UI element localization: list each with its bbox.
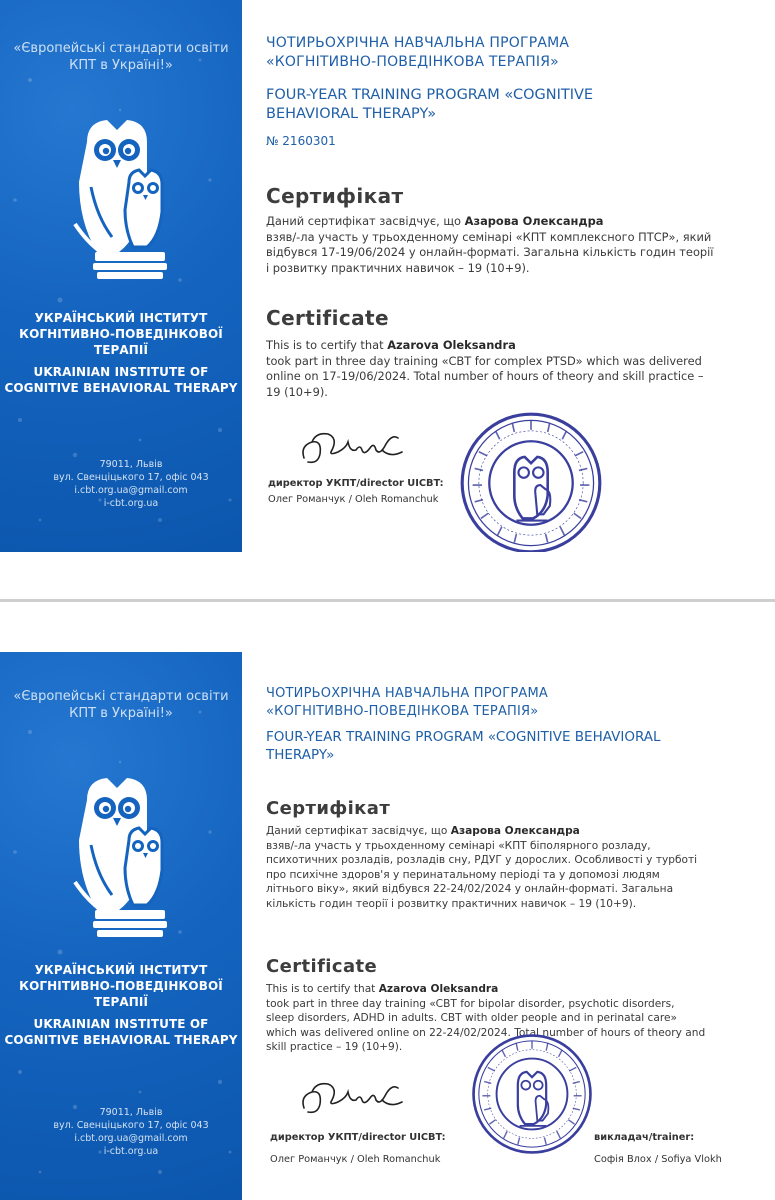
stamp-seal-icon	[458, 410, 604, 556]
heading-ua: Сертифікат	[266, 798, 391, 819]
recipient-name-ua: Азарова Олександра	[450, 825, 580, 837]
text-ua	[266, 824, 706, 911]
program-title-ua-line-2: «КОГНІТИВНО-ПОВЕДІНКОВА ТЕРАПІЯ»	[266, 54, 559, 70]
address-block	[0, 458, 242, 510]
program-title-ua-line-1: ЧОТИРЬОХРІЧНА НАВЧАЛЬНА ПРОГРАМА	[266, 35, 570, 51]
brand-panel	[0, 0, 242, 552]
recipient-name-en: Azarova Oleksandra	[387, 338, 516, 352]
slogan: «Європейські стандарти освіти КПТ в Україні!»	[13, 41, 229, 73]
signature-icon	[298, 1078, 408, 1128]
address-block	[0, 1106, 242, 1158]
director-name: Олег Романчук / Oleh Romanchuk	[268, 494, 439, 505]
trainer-name: Софія Влох / Sofiya Vlokh	[594, 1154, 722, 1165]
institute-name-en: UKRAINIAN INSTITUTE OF COGNITIVE BEHAVIORAL THERAPY	[4, 365, 238, 395]
address-city: 79011, Львів	[99, 1107, 163, 1118]
recipient-name-ua: Азарова Олександра	[464, 214, 604, 228]
page-divider	[0, 599, 775, 602]
text-en-body: took part in three day training «CBT for bipolar disorder, psychotic disorders, sleep disorders, ADHD in adults. CBT with older people and in perinatal care» which was delivered online on 22-24/02/2024. Total number of hours of theory and skill practice – 19 (10+9).	[266, 997, 706, 1053]
owl-logo-icon	[52, 770, 192, 940]
director-label: директор УКПТ/director UICBT:	[270, 1132, 446, 1143]
certificate-number: № 2160301	[266, 134, 336, 148]
text-en	[266, 338, 716, 400]
text-ua-prefix: Даний сертифікат засвідчує, що	[266, 214, 465, 228]
stamp-seal-icon	[470, 1032, 594, 1156]
address-street: вул. Свенціцького 17, офіс 043	[53, 472, 209, 483]
program-title-en: FOUR-YEAR TRAINING PROGRAM «COGNITIVE BEHAVIORAL THERAPY»	[266, 87, 594, 122]
institute-name-en: UKRAINIAN INSTITUTE OF COGNITIVE BEHAVIORAL THERAPY	[4, 1017, 238, 1047]
program-title-ua-line-2: «КОГНІТИВНО-ПОВЕДІНКОВА ТЕРАПІЯ»	[266, 704, 539, 719]
text-en-body: took part in three day training «CBT for complex PTSD» which was delivered online on 17-19/06/2024. Total number of hours of theory and skill practice – 19 (10+9).	[266, 353, 704, 399]
page-gap	[0, 552, 775, 652]
heading-ua: Сертифікат	[266, 184, 404, 208]
slogan: «Європейські стандарти освіти КПТ в Україні!»	[13, 689, 229, 721]
certificate-1	[0, 0, 775, 552]
certificate-content	[266, 652, 765, 1200]
text-ua-prefix: Даний сертифікат засвідчує, що	[266, 825, 451, 837]
website: i-cbt.org.ua	[103, 498, 159, 509]
owl-logo-icon	[52, 112, 192, 282]
trainer-label: викладач/trainer:	[594, 1132, 695, 1143]
address-street: вул. Свенціцького 17, офіс 043	[53, 1120, 209, 1131]
program-title-en: FOUR-YEAR TRAINING PROGRAM «COGNITIVE BEHAVIORAL THERAPY»	[266, 729, 661, 763]
institute-name-ua: УКРАЇНСЬКИЙ ІНСТИТУТ КОГНІТИВНО-ПОВЕДІНКОВОЇ ТЕРАПІЇ	[19, 311, 223, 357]
heading-en: Certificate	[266, 956, 378, 977]
text-en-prefix: This is to certify that	[266, 983, 379, 995]
text-ua-body: взяв/-ла участь у трьохденному семінарі «КПТ комплексного ПТСР», який відбувся 17-19/06/2024 у онлайн-форматі. Загальна кількість годин теорії і розвитку практичних навичок – 19 (10+9).	[266, 229, 714, 275]
address-city: 79011, Львів	[99, 459, 163, 470]
director-label: директор УКПТ/director UICBT:	[268, 478, 444, 489]
email: i.cbt.org.ua@gmail.com	[74, 485, 188, 496]
text-ua	[266, 214, 716, 276]
signature-icon	[298, 428, 408, 478]
text-en-prefix: This is to certify that	[266, 338, 388, 352]
certificate-content	[266, 0, 765, 552]
brand-panel	[0, 652, 242, 1200]
heading-en: Certificate	[266, 306, 389, 330]
recipient-name-en: Azarova Oleksandra	[378, 983, 499, 995]
website: i-cbt.org.ua	[103, 1146, 159, 1157]
director-name: Олег Романчук / Oleh Romanchuk	[270, 1154, 441, 1165]
text-ua-body: взяв/-ла участь у трьохденному семінарі «КПТ біполярного розладу, психотичних розладів, розладів сну, РДУГ у дорослих. Особливості у турботі про психічне здоров'я у перинатальному періоді та у допомозі людям літнього віку», який відбувся 22-24/02/2024 у онлайн-форматі. Загальна кількість годин теорії і розвитку практичних навичок – 19 (10+9).	[266, 839, 698, 910]
institute-name-ua: УКРАЇНСЬКИЙ ІНСТИТУТ КОГНІТИВНО-ПОВЕДІНКОВОЇ ТЕРАПІЇ	[19, 963, 223, 1009]
certificate-2	[0, 652, 775, 1200]
program-title-ua-line-1: ЧОТИРЬОХРІЧНА НАВЧАЛЬНА ПРОГРАМА	[266, 686, 548, 701]
email: i.cbt.org.ua@gmail.com	[74, 1133, 188, 1144]
